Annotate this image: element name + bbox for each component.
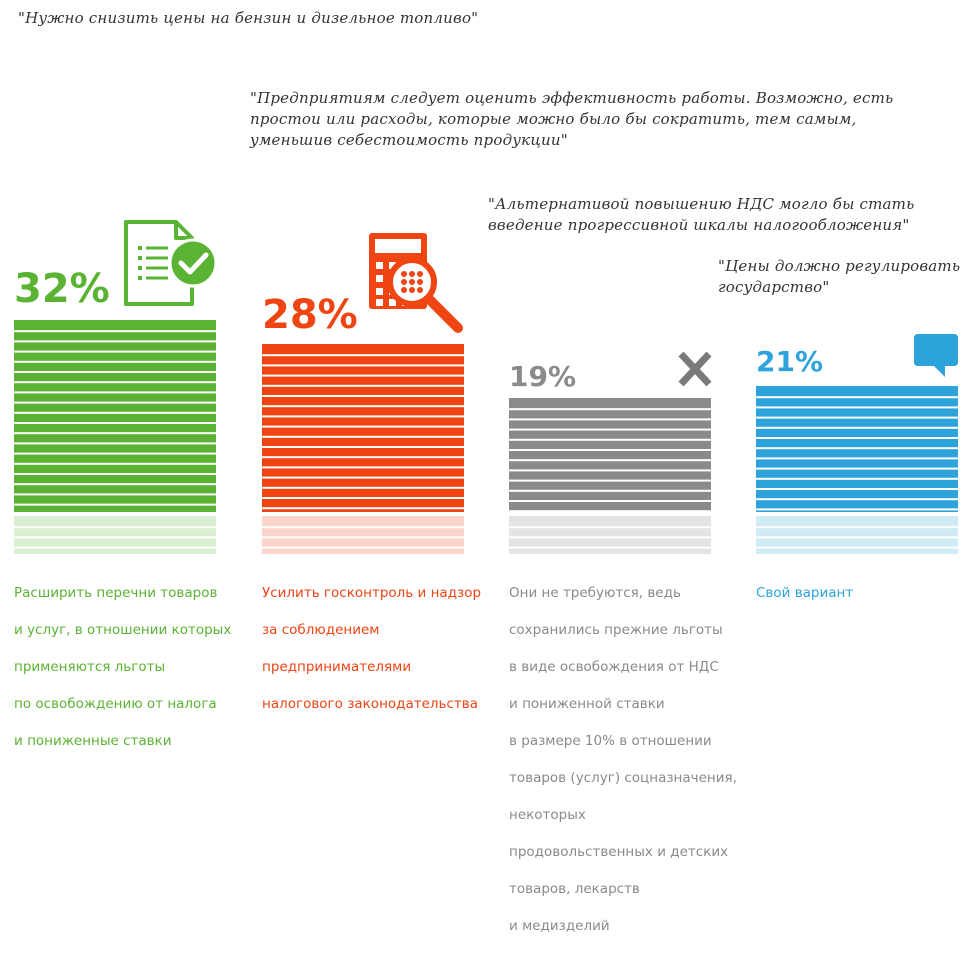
bar-stripe <box>262 354 464 356</box>
value-label-own-option: 21% <box>756 345 824 378</box>
category-label-line: и пониженные ставки <box>14 732 172 749</box>
quote-line: "Нужно снизить цены на бензин и дизельное топливо" <box>18 9 479 27</box>
bar-stripe <box>262 395 464 397</box>
quote-line: государство" <box>718 278 830 296</box>
document-bullet <box>138 256 142 260</box>
magnifier-key <box>417 279 423 285</box>
calculator-key <box>376 262 383 269</box>
category-label-line: по освобождению от налога <box>14 695 217 712</box>
bar-stripe <box>262 487 464 489</box>
bar-stripe <box>14 493 216 495</box>
bar-stripe <box>14 351 216 353</box>
bar-stripe <box>509 459 711 461</box>
quote-fuel-prices <box>18 8 478 29</box>
category-label-line: сохранились прежние льготы <box>509 621 723 638</box>
bar-stripe <box>14 361 216 363</box>
cross-icon <box>681 354 709 384</box>
bar-stripe <box>262 415 464 417</box>
bar-stripe <box>509 526 711 528</box>
bar-stripe <box>262 436 464 438</box>
category-label-line: Усилить госконтроль и надзор <box>262 584 482 601</box>
bar-stripe <box>756 508 958 510</box>
magnifier-key <box>417 271 423 277</box>
bar-stripe <box>14 473 216 475</box>
bar-stripe <box>509 490 711 492</box>
quote-line: простои или расходы, которые можно было бы сократить, тем самым, <box>250 110 857 128</box>
bar-stripe <box>756 417 958 419</box>
value-label-expand-benefits: 32% <box>14 266 110 312</box>
category-label-line: применяются льготы <box>14 658 166 675</box>
magnifier-key <box>417 287 423 293</box>
bar-stripe <box>509 439 711 441</box>
bar-stripe <box>14 391 216 393</box>
bar-stripe <box>756 427 958 429</box>
bar-stripe <box>14 330 216 332</box>
bar-stripe <box>509 500 711 502</box>
category-label-line: и пониженной ставки <box>509 695 665 712</box>
bar-stripe <box>262 547 464 549</box>
quote-efficiency <box>250 88 893 151</box>
quote-line: "Предприятиям следует оценить эффективность работы. Возможно, есть <box>250 89 894 107</box>
document-bullet <box>138 266 142 270</box>
bar-stripe <box>756 396 958 398</box>
bar-stripe <box>262 385 464 387</box>
speech-bubble-shape <box>914 334 958 377</box>
bar-stripe <box>14 453 216 455</box>
bar-stripe <box>14 371 216 373</box>
value-label-state-control: 28% <box>262 292 358 338</box>
bar-stripe <box>756 488 958 490</box>
bar-stripe <box>509 510 711 512</box>
speech-bubble-icon <box>914 334 958 377</box>
category-label-line: и медизделий <box>509 917 610 934</box>
quote-line: введение прогрессивной шкалы налогообложения" <box>488 216 910 234</box>
magnifier-key <box>409 287 415 293</box>
document-line <box>146 277 168 280</box>
magnifier-handle <box>430 300 458 328</box>
bar-stripe <box>262 375 464 377</box>
bar-stripe <box>262 426 464 428</box>
category-label-line: Свой вариант <box>756 584 854 601</box>
bar-stripe <box>262 405 464 407</box>
bar-stripe <box>509 418 711 420</box>
bar-not-required-reflection <box>509 516 711 554</box>
calculator-key <box>376 288 383 295</box>
bar-stripe <box>509 449 711 451</box>
bar-stripe <box>262 507 464 509</box>
bar-stripe <box>756 457 958 459</box>
category-label-own-option <box>756 565 853 621</box>
document-line <box>146 267 168 270</box>
bar-stripe <box>14 504 216 506</box>
calculator-key <box>376 299 383 306</box>
bar-stripe <box>262 466 464 468</box>
category-label-line: Расширить перечни товаров <box>14 584 218 601</box>
category-label-line: в виде освобождения от НДС <box>509 658 719 675</box>
quote-line: уменьшив себестоимость продукции" <box>250 131 568 149</box>
bar-expand-benefits-reflection <box>14 516 216 554</box>
bar-stripe <box>509 429 711 431</box>
bar-stripe <box>756 437 958 439</box>
bar-not-required <box>509 398 711 512</box>
bar-stripe <box>509 536 711 538</box>
bar-stripe <box>509 408 711 410</box>
bar-stripe <box>14 463 216 465</box>
value-label-not-required: 19% <box>509 360 577 393</box>
bar-stripe <box>262 526 464 528</box>
document-bullet <box>138 246 142 250</box>
bar-stripe <box>14 547 216 549</box>
bar-stripe <box>756 547 958 549</box>
category-label-line: некоторых <box>509 806 586 823</box>
bar-stripe <box>262 446 464 448</box>
bar-stripe <box>14 536 216 538</box>
bar-stripe <box>262 497 464 499</box>
quote-line: "Альтернативой повышению НДС могло бы стать <box>488 195 915 213</box>
quote-progressive-tax <box>488 194 914 236</box>
document-bullet <box>138 276 142 280</box>
bar-own-option <box>756 386 958 512</box>
magnifier-key <box>401 279 407 285</box>
check-badge <box>170 240 216 286</box>
category-label-line: в размере 10% в отношении <box>509 732 712 749</box>
bar-stripe <box>14 526 216 528</box>
category-label-line: товаров (услуг) соцназначения, <box>509 769 737 786</box>
bar-stripe <box>756 526 958 528</box>
category-label-line: продовольственных и детских <box>509 843 729 860</box>
bar-stripe <box>14 422 216 424</box>
bar-stripe <box>262 477 464 479</box>
bar-not-required-fill <box>509 398 711 512</box>
bar-stripe <box>756 447 958 449</box>
magnifier-key <box>401 271 407 277</box>
quote-line: "Цены должно регулировать <box>718 257 961 275</box>
bar-stripe <box>756 478 958 480</box>
category-label-line: предпринимателями <box>262 658 412 675</box>
bar-stripe <box>14 442 216 444</box>
bar-state-control <box>262 344 464 512</box>
bar-stripe <box>509 480 711 482</box>
bar-stripe <box>14 340 216 342</box>
category-label-line: Они не требуются, ведь <box>509 584 681 601</box>
bar-stripe <box>756 536 958 538</box>
bar-expand-benefits <box>14 320 216 512</box>
bar-stripe <box>14 402 216 404</box>
calculator-screen <box>375 239 421 253</box>
calculator-key <box>376 275 383 282</box>
document-line <box>146 257 168 260</box>
magnifier-key <box>409 271 415 277</box>
bar-stripe <box>14 412 216 414</box>
bar-state-control-reflection <box>262 516 464 554</box>
category-label-line: налогового законодательства <box>262 695 479 712</box>
bar-stripe <box>262 364 464 366</box>
bar-stripe <box>509 469 711 471</box>
category-label-line: за соблюдением <box>262 621 380 638</box>
category-label-state-control <box>262 565 481 732</box>
bar-stripe <box>14 483 216 485</box>
bar-stripe <box>262 456 464 458</box>
category-label-line: товаров, лекарств <box>509 880 640 897</box>
category-label-line: и услуг, в отношении которых <box>14 621 232 638</box>
quote-state-regulation <box>718 256 960 298</box>
bar-stripe <box>756 498 958 500</box>
magnifier-key <box>401 287 407 293</box>
bar-stripe <box>756 406 958 408</box>
document-check-icon <box>126 222 216 304</box>
magnifier-key <box>409 279 415 285</box>
category-label-expand-benefits <box>14 565 231 769</box>
bar-stripe <box>14 381 216 383</box>
bar-stripe <box>756 468 958 470</box>
bar-stripe <box>14 432 216 434</box>
document-line <box>146 247 168 250</box>
bar-own-option-reflection <box>756 516 958 554</box>
category-label-not-required <box>509 565 737 954</box>
calculator-magnifier-icon <box>369 233 458 328</box>
bar-stripe <box>509 547 711 549</box>
bar-stripe <box>262 536 464 538</box>
